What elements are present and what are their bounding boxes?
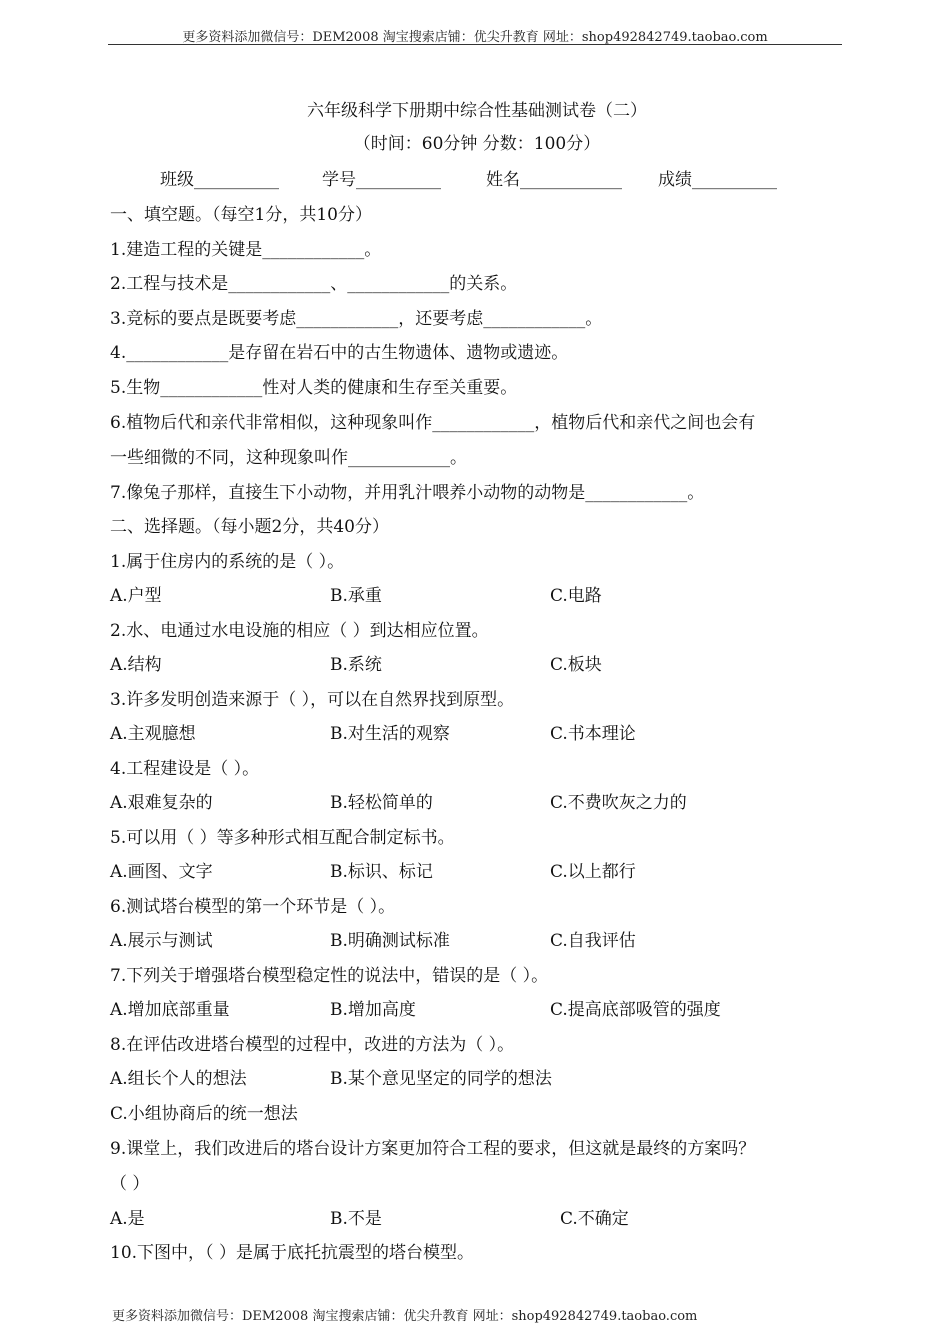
header-divider bbox=[108, 44, 842, 45]
option-a: A.展示与测试 bbox=[110, 931, 213, 951]
choice-options-2 bbox=[110, 648, 844, 683]
option-b: B.承重 bbox=[330, 586, 382, 606]
option-a: A.组长个人的想法 bbox=[110, 1069, 247, 1089]
option-b: B.某个意见坚定的同学的想法 bbox=[330, 1069, 552, 1089]
choice-options-1 bbox=[110, 579, 844, 614]
class-field: 班级__________ bbox=[160, 170, 279, 190]
option-c: C.小组协商后的统一想法 bbox=[110, 1103, 298, 1124]
choice-options-9 bbox=[110, 1202, 844, 1237]
name-field: 姓名____________ bbox=[486, 170, 622, 190]
fill-question-6-cont: 一些细微的不同，这种现象叫作____________。 bbox=[110, 448, 467, 468]
option-c: C.不费吹灰之力的 bbox=[550, 793, 687, 813]
page-header: 更多资料添加微信号：DEM2008 淘宝搜索店铺：优尖升教育 网址：shop492842749.taobao.com bbox=[182, 30, 768, 45]
option-b: B.增加高度 bbox=[330, 1000, 416, 1020]
option-c: C.自我评估 bbox=[550, 931, 636, 951]
choice-question-2: 2.水、电通过水电设施的相应（ ）到达相应位置。 bbox=[110, 620, 489, 641]
choice-question-9-blank: （ ） bbox=[110, 1174, 150, 1194]
score-field: 成绩__________ bbox=[658, 170, 777, 190]
choice-question-4: 4.工程建设是（ ）。 bbox=[110, 758, 260, 779]
option-b: B.不是 bbox=[330, 1208, 382, 1229]
option-a: A.结构 bbox=[110, 655, 162, 675]
option-a: A.户型 bbox=[110, 586, 162, 606]
choice-options-3 bbox=[110, 717, 844, 752]
fill-question-3: 3.竞标的要点是既要考虑____________，还要考虑____________。 bbox=[110, 308, 603, 329]
option-c: C.书本理论 bbox=[550, 724, 636, 744]
choice-options-6 bbox=[110, 924, 844, 959]
choice-question-5: 5.可以用（ ）等多种形式相互配合制定标书。 bbox=[110, 827, 455, 848]
choice-question-8: 8.在评估改进塔台模型的过程中，改进的方法为（ ）。 bbox=[110, 1034, 515, 1055]
fill-question-2: 2.工程与技术是____________、____________的关系。 bbox=[110, 274, 518, 294]
section2-heading: 二、选择题。（每小题2分，共40分） bbox=[110, 517, 389, 537]
option-b: B.对生活的观察 bbox=[330, 724, 450, 744]
option-a: A.艰难复杂的 bbox=[110, 793, 213, 813]
choice-options-5 bbox=[110, 855, 844, 890]
choice-options-4 bbox=[110, 786, 844, 821]
page-footer: 更多资料添加微信号：DEM2008 淘宝搜索店铺：优尖升教育 网址：shop492842749.taobao.com bbox=[112, 1309, 698, 1324]
choice-question-6: 6.测试塔台模型的第一个环节是（ ）。 bbox=[110, 896, 396, 917]
option-c: C.提高底部吸管的强度 bbox=[550, 1000, 721, 1020]
option-c: C.板块 bbox=[550, 655, 602, 675]
fill-question-6: 6.植物后代和亲代非常相似，这种现象叫作____________，植物后代和亲代之间也会有 bbox=[110, 413, 756, 433]
student-info-row bbox=[110, 162, 844, 198]
choice-question-1: 1.属于住房内的系统的是（ ）。 bbox=[110, 551, 345, 572]
choice-options-7 bbox=[110, 993, 844, 1028]
option-c: C.以上都行 bbox=[550, 862, 636, 882]
option-a: A.画图、文字 bbox=[110, 862, 213, 882]
choice-question-10: 10.下图中，（ ）是属于底托抗震型的塔台模型。 bbox=[110, 1243, 474, 1263]
document-body bbox=[110, 96, 844, 1271]
page-title: 六年级科学下册期中综合性基础测试卷（二） bbox=[307, 101, 647, 121]
exam-subtitle: （时间：60分钟 分数：100分） bbox=[353, 134, 601, 154]
option-a: A.主观臆想 bbox=[110, 724, 196, 744]
option-b: B.系统 bbox=[330, 655, 382, 675]
choice-question-3: 3.许多发明创造来源于（ ），可以在自然界找到原型。 bbox=[110, 689, 515, 710]
option-a: A.是 bbox=[110, 1208, 145, 1229]
option-c: C.电路 bbox=[550, 586, 602, 606]
fill-question-1: 1.建造工程的关键是____________。 bbox=[110, 239, 382, 260]
choice-question-9: 9.课堂上，我们改进后的塔台设计方案更加符合工程的要求，但这就是最终的方案吗？ bbox=[110, 1139, 756, 1159]
fill-question-4: 4.____________是存留在岩石中的古生物遗体、遗物或遗迹。 bbox=[110, 343, 569, 363]
option-b: B.明确测试标准 bbox=[330, 931, 450, 951]
option-c: C.不确定 bbox=[560, 1208, 629, 1229]
option-b: B.标识、标记 bbox=[330, 862, 433, 882]
option-b: B.轻松简单的 bbox=[330, 793, 433, 813]
choice-options-8 bbox=[110, 1062, 844, 1097]
option-a: A.增加底部重量 bbox=[110, 1000, 230, 1020]
fill-question-7: 7.像兔子那样，直接生下小动物，并用乳汁喂养小动物的动物是____________。 bbox=[110, 482, 705, 503]
number-field: 学号__________ bbox=[322, 170, 441, 190]
fill-question-5: 5.生物____________性对人类的健康和生存至关重要。 bbox=[110, 377, 518, 398]
choice-question-7: 7.下列关于增强塔台模型稳定性的说法中，错误的是（ ）。 bbox=[110, 965, 549, 986]
section1-heading: 一、填空题。（每空1分，共10分） bbox=[110, 205, 372, 225]
choice-options-8-cont bbox=[110, 1097, 844, 1132]
